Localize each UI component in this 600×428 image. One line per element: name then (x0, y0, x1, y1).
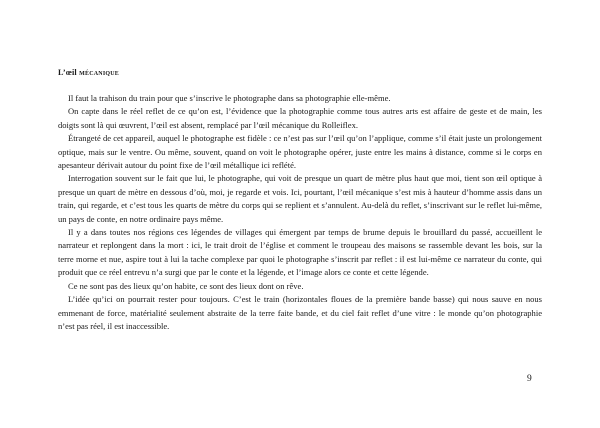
paragraph: Il faut la trahison du train pour que s’inscrive le photographe dans sa photographie elle-même. (68, 93, 391, 103)
paragraph: Il y a dans toutes nos régions ces légendes de villages qui émergent par temps de brume depuis le brouillard du passé, accueillent le narrateur et replongent dans la mort : ici, le trait droit de l’église et comment le troupeau des maisons se rassemble devant les bois, sur la terre morne et nue, aspire tout à lui la tache complexe par quoi le photographe s’inscrit par reflet : il est lui-même ce narrateur du conte, qui produit que ce réel entrevu n’a surgi que par le conte et la légende, et l’image alors ce conte et cette légende. (58, 227, 542, 278)
page-number: 9 (527, 374, 532, 384)
heading-initial: L’œil (58, 68, 77, 77)
paragraph: Interrogation souvent sur le fait que lui, le photographe, qui voit de presque un quart de mètre plus haut que moi, tient son œil optique à presque un quart de mètre en dessous d’où, moi, je regarde et vois. Ici, pourtant, l’œil mécanique s’est mis à hauteur d’homme assis dans un train, qui regarde, et c’est tous les quarts de mètre du corps qui se replient et s’annulent. Au-delà du reflet, s’inscrivant sur le reflet lui-même, un pays de conte, en notre ordinaire pays même. (58, 173, 542, 224)
section-heading (58, 68, 119, 77)
paragraph: L’idée qu’ici on pourrait rester pour toujours. C’est le train (horizontales floues de la première bande basse) qui nous sauve en nous emmenant de force, matérialité seulement abstraite de la terre faite bande, et du ciel fait reflet d’une vitre : le monde qu’on photographie n’est pas réel, il est inaccessible. (58, 294, 542, 331)
heading-rest: mécanique (76, 68, 119, 77)
paragraph: Étrangeté de cet appareil, auquel le photographe est fidèle : ce n’est pas sur l’œil qu’on l’applique, comme s’il était juste un prolongement optique, mais sur le ventre. Ou même, souvent, quand on voit le photographe opérer, juste entre les mains à distance, comme si le corps en apesanteur dérivait autour du point fixe de l’œil métallique ici reflété. (58, 133, 542, 171)
body-text (58, 92, 542, 333)
paragraph: Ce ne sont pas des lieux qu’on habite, ce sont des lieux dont on rêve. (68, 280, 304, 291)
paragraph: On capte dans le réel reflet de ce qu’on est, l’évidence que la photographie comme tous autres arts est affaire de geste et de main, les doigts sont là qui œuvrent, l’œil est absent, remplacé par l’œil mécanique du Rolleiflex. (58, 106, 542, 130)
